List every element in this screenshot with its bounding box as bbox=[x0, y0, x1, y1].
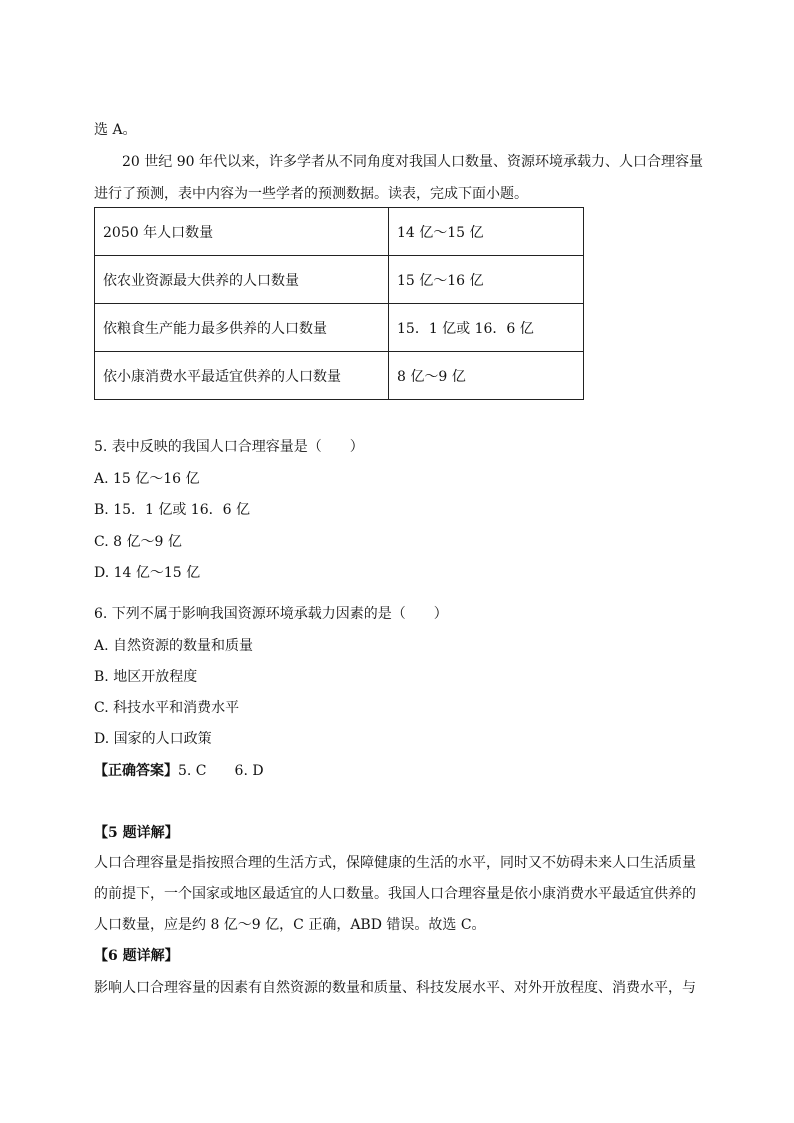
answer-5: 5. C bbox=[178, 763, 207, 779]
table-cell-value: 14 亿～15 亿 bbox=[389, 208, 584, 256]
passage-line-2: 进行了预测，表中内容为一些学者的预测数据。读表，完成下面小题。 bbox=[94, 186, 528, 202]
answer-6: 6. D bbox=[234, 763, 264, 779]
table-row bbox=[95, 304, 584, 352]
question-6-option-c: C. 科技水平和消费水平 bbox=[94, 700, 240, 716]
question-6-option-b: B. 地区开放程度 bbox=[94, 669, 198, 685]
detail-6-line-1: 影响人口合理容量的因素有自然资源的数量和质量、科技发展水平、对外开放程度、消费水平，与 bbox=[94, 980, 696, 996]
table-cell-value: 15 亿～16 亿 bbox=[389, 256, 584, 304]
table-row bbox=[95, 352, 584, 400]
prediction-table bbox=[94, 207, 584, 400]
passage-line-1: 20 世纪 90 年代以来，许多学者从不同角度对我国人口数量、资源环境承载力、人口合理容量 bbox=[122, 154, 703, 170]
table-cell-label: 依农业资源最大供养的人口数量 bbox=[95, 256, 389, 304]
question-6-stem: 6. 下列不属于影响我国资源环境承载力因素的是（ ） bbox=[94, 606, 448, 622]
table-cell-label: 依粮食生产能力最多供养的人口数量 bbox=[95, 304, 389, 352]
question-6-option-d: D. 国家的人口政策 bbox=[94, 731, 212, 747]
detail-6-heading: 【6 题详解】 bbox=[94, 948, 179, 964]
question-5-option-a: A. 15 亿～16 亿 bbox=[94, 471, 200, 487]
detail-5-line-2: 的前提下，一个国家或地区最适宜的人口数量。我国人口合理容量是依小康消费水平最适宜供养的 bbox=[94, 886, 696, 902]
intro-tail-text: 选 A。 bbox=[94, 122, 137, 138]
table-cell-label: 2050 年人口数量 bbox=[95, 208, 389, 256]
answer-line bbox=[94, 761, 264, 781]
detail-5-line-3: 人口数量，应是约 8 亿～9 亿，C 正确，ABD 错误。故选 C。 bbox=[94, 917, 486, 933]
table-cell-label: 依小康消费水平最适宜供养的人口数量 bbox=[95, 352, 389, 400]
question-5-option-d: D. 14 亿～15 亿 bbox=[94, 565, 201, 581]
table-cell-value: 8 亿～9 亿 bbox=[389, 352, 584, 400]
detail-5-line-1: 人口合理容量是指按照合理的生活方式，保障健康的生活的水平，同时又不妨碍未来人口生活质量 bbox=[94, 855, 696, 871]
question-5-option-c: C. 8 亿～9 亿 bbox=[94, 534, 182, 550]
question-5-stem: 5. 表中反映的我国人口合理容量是（ ） bbox=[94, 439, 364, 455]
table-row bbox=[95, 256, 584, 304]
question-5-option-b: B. 15．1 亿或 16．6 亿 bbox=[94, 502, 250, 518]
detail-5-heading: 【5 题详解】 bbox=[94, 825, 179, 841]
table-row bbox=[95, 208, 584, 256]
table-cell-value: 15．1 亿或 16．6 亿 bbox=[389, 304, 584, 352]
answer-label: 【正确答案】 bbox=[94, 763, 178, 779]
question-6-option-a: A. 自然资源的数量和质量 bbox=[94, 638, 254, 654]
